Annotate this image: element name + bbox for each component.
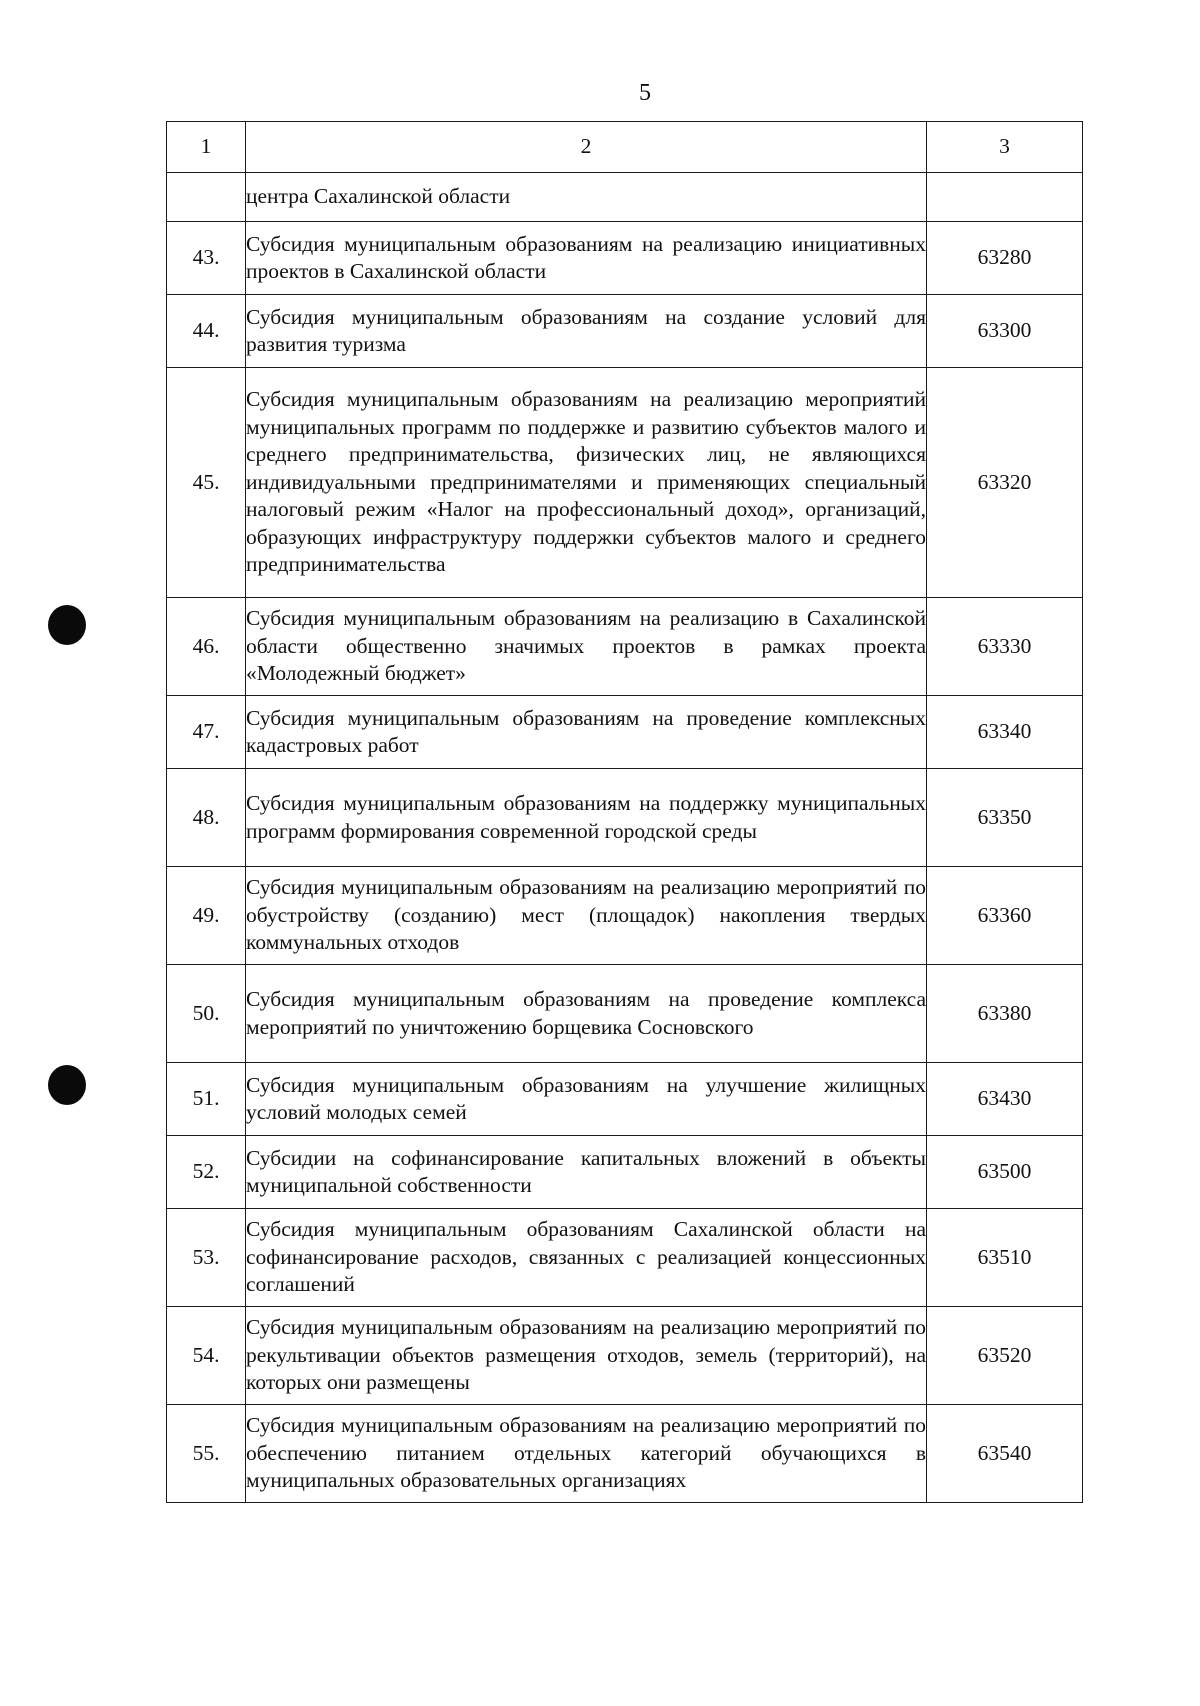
table-row bbox=[167, 696, 1083, 769]
row-code: 63520 bbox=[927, 1307, 1083, 1405]
table-row bbox=[167, 173, 1083, 222]
row-number bbox=[167, 173, 246, 222]
table-row bbox=[167, 1136, 1083, 1209]
row-description: Субсидия муниципальным образованиям Сахалинской области на софинансирование расходов, связанных с реализацией концессионных соглашений bbox=[246, 1209, 927, 1307]
row-number: 48. bbox=[167, 769, 246, 867]
table-row bbox=[167, 965, 1083, 1063]
row-number: 45. bbox=[167, 368, 246, 598]
table-row bbox=[167, 368, 1083, 598]
row-number: 55. bbox=[167, 1405, 246, 1503]
row-code: 63340 bbox=[927, 696, 1083, 769]
row-description: Субсидия муниципальным образованиям на реализацию мероприятий по обустройству (созданию) мест (площадок) накопления твердых коммунальных отходов bbox=[246, 867, 927, 965]
row-description: Субсидия муниципальным образованиям на реализацию мероприятий муниципальных программ по поддержке и развитию субъектов малого и среднего предпринимательства, физических лиц, не являющихся индивидуальными предпринимателями и применяющих специальный налоговый режим «Налог на профессиональный доход», организаций, образующих инфраструктуру поддержки субъектов малого и среднего предпринимательства bbox=[246, 368, 927, 598]
row-description: Субсидии на софинансирование капитальных вложений в объекты муниципальной собственности bbox=[246, 1136, 927, 1209]
row-number: 46. bbox=[167, 598, 246, 696]
row-code: 63280 bbox=[927, 222, 1083, 295]
row-code: 63510 bbox=[927, 1209, 1083, 1307]
table-row bbox=[167, 222, 1083, 295]
row-number: 54. bbox=[167, 1307, 246, 1405]
row-code bbox=[927, 173, 1083, 222]
page-number: 5 bbox=[639, 80, 651, 106]
row-code: 63540 bbox=[927, 1405, 1083, 1503]
row-number: 51. bbox=[167, 1063, 246, 1136]
row-number: 49. bbox=[167, 867, 246, 965]
table-row bbox=[167, 769, 1083, 867]
row-number: 53. bbox=[167, 1209, 246, 1307]
row-description: Субсидия муниципальным образованиям на проведение комплексных кадастровых работ bbox=[246, 696, 927, 769]
column-header-1: 1 bbox=[167, 122, 246, 173]
table-header-row bbox=[167, 122, 1083, 173]
row-description: Субсидия муниципальным образованиям на создание условий для развития туризма bbox=[246, 295, 927, 368]
row-description: Субсидия муниципальным образованиям на реализацию мероприятий по обеспечению питанием отдельных категорий обучающихся в муниципальных образовательных организациях bbox=[246, 1405, 927, 1503]
column-header-3: 3 bbox=[927, 122, 1083, 173]
row-code: 63380 bbox=[927, 965, 1083, 1063]
table-row bbox=[167, 598, 1083, 696]
row-code: 63300 bbox=[927, 295, 1083, 368]
row-description: Субсидия муниципальным образованиям на реализацию инициативных проектов в Сахалинской области bbox=[246, 222, 927, 295]
row-description: Субсидия муниципальным образованиям на улучшение жилищных условий молодых семей bbox=[246, 1063, 927, 1136]
table-row bbox=[167, 1209, 1083, 1307]
row-code: 63360 bbox=[927, 867, 1083, 965]
row-code: 63350 bbox=[927, 769, 1083, 867]
table-row bbox=[167, 1307, 1083, 1405]
row-code: 63500 bbox=[927, 1136, 1083, 1209]
row-number: 43. bbox=[167, 222, 246, 295]
row-description: центра Сахалинской области bbox=[246, 173, 927, 222]
row-code: 63430 bbox=[927, 1063, 1083, 1136]
subsidy-codes-table bbox=[166, 121, 1083, 1503]
row-description: Субсидия муниципальным образованиям на реализацию в Сахалинской области общественно значимых проектов в рамках проекта «Молодежный бюджет» bbox=[246, 598, 927, 696]
row-number: 44. bbox=[167, 295, 246, 368]
row-description: Субсидия муниципальным образованиям на проведение комплекса мероприятий по уничтожению борщевика Сосновского bbox=[246, 965, 927, 1063]
punch-hole-mark bbox=[48, 1065, 86, 1105]
table-row bbox=[167, 295, 1083, 368]
column-header-2: 2 bbox=[246, 122, 927, 173]
table-row bbox=[167, 867, 1083, 965]
table-row bbox=[167, 1405, 1083, 1503]
row-number: 50. bbox=[167, 965, 246, 1063]
row-number: 52. bbox=[167, 1136, 246, 1209]
row-description: Субсидия муниципальным образованиям на реализацию мероприятий по рекультивации объектов размещения отходов, земель (территорий), на которых они размещены bbox=[246, 1307, 927, 1405]
row-description: Субсидия муниципальным образованиям на поддержку муниципальных программ формирования современной городской среды bbox=[246, 769, 927, 867]
table-row bbox=[167, 1063, 1083, 1136]
row-number: 47. bbox=[167, 696, 246, 769]
row-code: 63330 bbox=[927, 598, 1083, 696]
punch-hole-mark bbox=[48, 605, 86, 645]
row-code: 63320 bbox=[927, 368, 1083, 598]
